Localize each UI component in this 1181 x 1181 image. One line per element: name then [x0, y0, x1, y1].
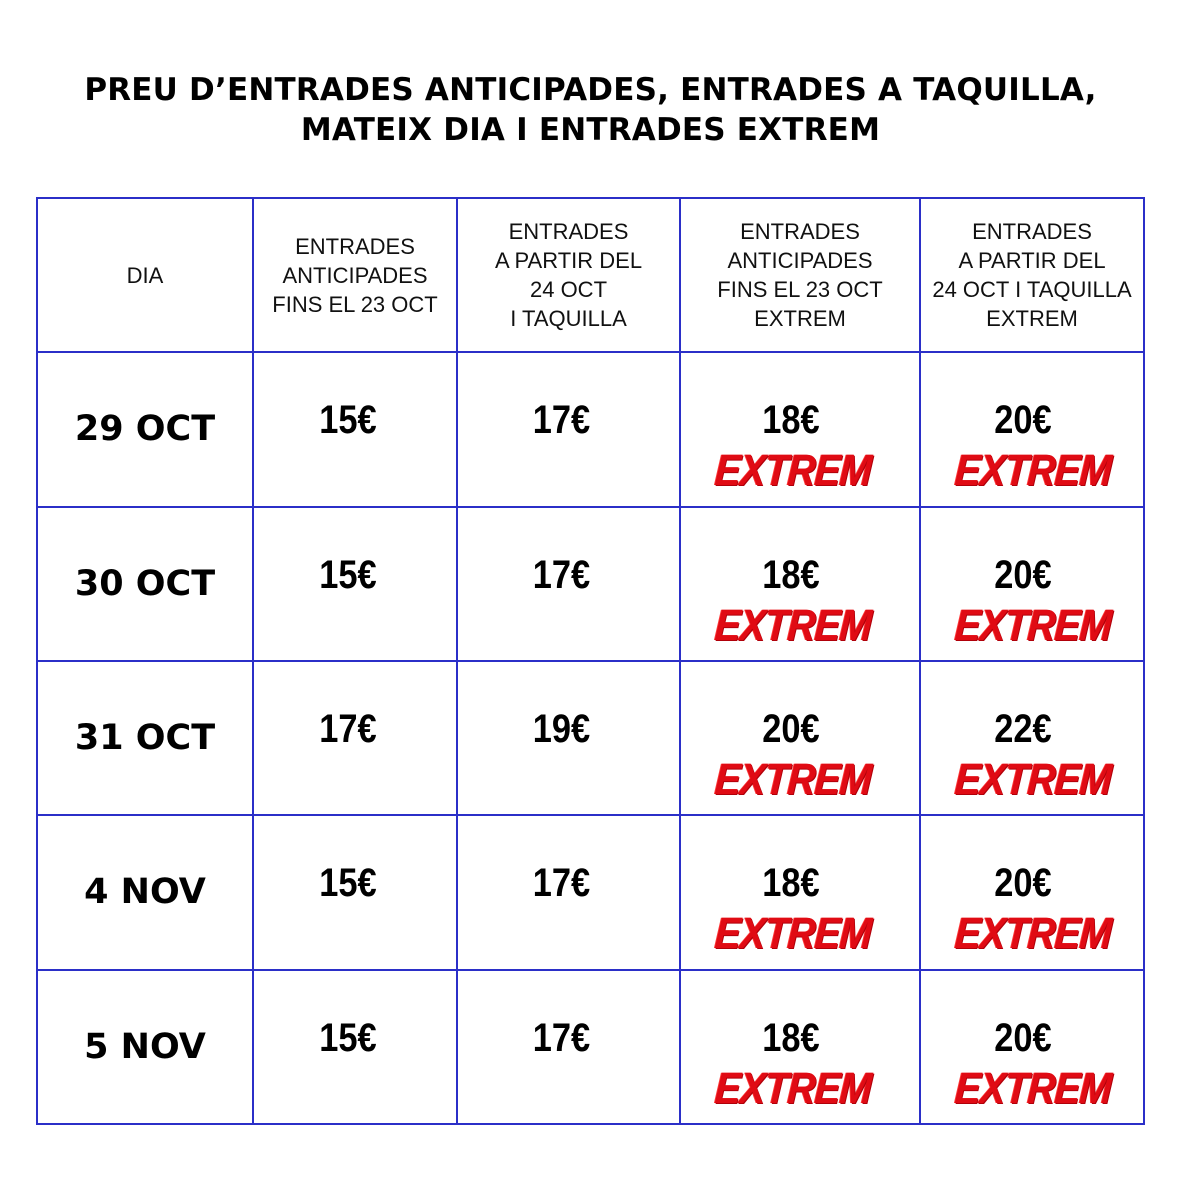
price-cell-box-office-extrem [920, 352, 1144, 506]
table-row [37, 970, 1144, 1124]
extrem-logo: EXTREM [713, 754, 873, 804]
price-value: 17€ [532, 552, 591, 597]
price-value: 20€ [994, 552, 1052, 597]
row-day: 31 OCT [37, 661, 253, 815]
price-cell-box-office-extrem [920, 661, 1144, 815]
price-cell-box-office [457, 970, 680, 1124]
header-advance-extrem: ENTRADES ANTICIPADES FINS EL 23 OCT EXTREM [680, 198, 920, 352]
price-value: 17€ [532, 861, 591, 906]
price-cell-box-office [457, 507, 680, 661]
price-cell-advance [253, 507, 457, 661]
price-value: 17€ [532, 1015, 591, 1060]
price-cell-box-office-extrem [920, 507, 1144, 661]
price-value: 15€ [319, 861, 377, 906]
row-day: 30 OCT [37, 507, 253, 661]
header-box-office: ENTRADES A PARTIR DEL 24 OCT I TAQUILLA [457, 198, 680, 352]
price-value: 18€ [762, 861, 820, 906]
price-value: 20€ [994, 398, 1052, 443]
row-day: 29 OCT [37, 352, 253, 506]
extrem-logo: EXTREM [953, 600, 1113, 650]
price-cell-advance-extrem [680, 352, 920, 506]
price-cell-box-office [457, 352, 680, 506]
header-advance: ENTRADES ANTICIPADES FINS EL 23 OCT [253, 198, 457, 352]
header-day: DIA [37, 198, 253, 352]
header-box-office-extrem: ENTRADES A PARTIR DEL 24 OCT I TAQUILLA EXTREM [920, 198, 1144, 352]
price-cell-box-office-extrem [920, 815, 1144, 969]
price-cell-advance-extrem [680, 815, 920, 969]
price-cell-advance [253, 352, 457, 506]
price-cell-advance-extrem [680, 661, 920, 815]
extrem-logo: EXTREM [953, 446, 1113, 496]
extrem-logo: EXTREM [713, 909, 873, 959]
row-day: 4 NOV [37, 815, 253, 969]
extrem-logo: EXTREM [953, 754, 1113, 804]
extrem-logo: EXTREM [713, 446, 873, 496]
price-cell-box-office [457, 661, 680, 815]
price-cell-advance [253, 970, 457, 1124]
table-header-row [37, 198, 1144, 352]
extrem-logo: EXTREM [953, 909, 1113, 959]
price-value: 18€ [762, 552, 820, 597]
extrem-logo: EXTREM [713, 600, 873, 650]
table-row [37, 352, 1144, 506]
page-title [0, 70, 1181, 150]
price-value: 20€ [994, 1015, 1052, 1060]
table-row [37, 815, 1144, 969]
price-value: 17€ [319, 706, 377, 751]
price-cell-box-office [457, 815, 680, 969]
page-title-line-2: MATEIX DIA I ENTRADES EXTREM [300, 112, 881, 148]
price-cell-advance-extrem [680, 970, 920, 1124]
price-value: 15€ [319, 1015, 377, 1060]
price-cell-advance-extrem [680, 507, 920, 661]
price-value: 18€ [762, 398, 820, 443]
price-value: 15€ [319, 552, 377, 597]
price-value: 19€ [532, 706, 591, 751]
price-value: 20€ [994, 861, 1052, 906]
price-cell-advance [253, 815, 457, 969]
price-value: 15€ [319, 398, 377, 443]
extrem-logo: EXTREM [953, 1063, 1113, 1113]
price-value: 22€ [994, 706, 1052, 751]
price-cell-advance [253, 661, 457, 815]
price-table [36, 197, 1145, 1125]
table-row [37, 507, 1144, 661]
table-row [37, 661, 1144, 815]
price-cell-box-office-extrem [920, 970, 1144, 1124]
row-day: 5 NOV [37, 970, 253, 1124]
price-value: 18€ [762, 1015, 820, 1060]
price-value: 17€ [532, 398, 591, 443]
extrem-logo: EXTREM [713, 1063, 873, 1113]
price-value: 20€ [762, 706, 820, 751]
page-title-line-1: PREU D’ENTRADES ANTICIPADES, ENTRADES A TAQUILLA, [84, 72, 1097, 108]
